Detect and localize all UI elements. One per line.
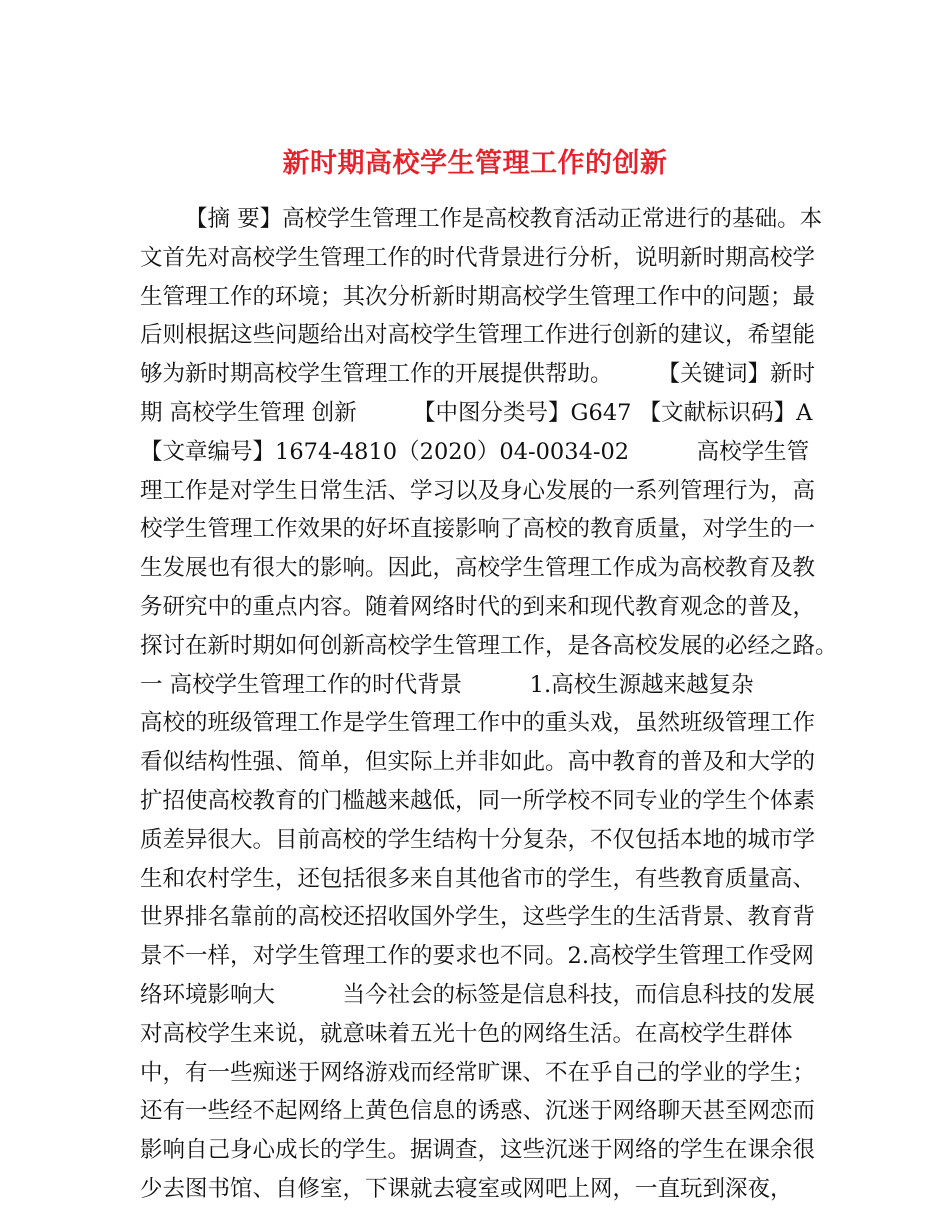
document-title: 新时期高校学生管理工作的创新 xyxy=(282,148,668,180)
document-body: 【摘 要】高校学生管理工作是高校教育活动正常进行的基础。本文首先对高校学生管理工作的时代背景进行分析，说明新时期高校学生管理工作的环境；其次分析新时期高校学生管理工作中的问题；最后则根据这些问题给出对高校学生管理工作进行创新的建议，希望能够为新时期高校学生管理工作的开展提供帮助。 【关键词】新时期 高校学生管理 创新 【中图分类号】G647 【文献标识码】A 【文章编号】1674-4810（2020）04-0034-02 高校学生管理工作是对学生日常生活、学习以及身心发展的一系列管理行为，高校学生管理工作效果的好坏直接影响了高校的教育质量，对学生的一生发展也有很大的影响。因此，高校学生管理工作成为高校教育及教务研究中的重点内容。随着网络时代的到来和现代教育观念的普及，探讨在新时期如何创新高校学生管理工作，是各高校发展的必经之路。 一 高校学生管理工作的时代背景 1.高校生源越来越复杂 高校的班级管理工作是学生管理工作中的重头戏，虽然班级管理工作看似结构性强、简单，但实际上并非如此。高中教育的普及和大学的扩招使高校教育的门槛越来越低，同一所学校不同专业的学生个体素质差异很大。目前高校的学生结构十分复杂，不仅包括本地的城市学生和农村学生，还包括很多来自其他省市的学生，有些教育质量高、世界排名靠前的高校还招收国外学生，这些学生的生活背景、教育背景不一样，对学生管理工作的要求也不同。2.高校学生管理工作受网络环境影响大 当今社会的标签是信息科技，而信息科技的发展对高校学生来说，就意味着五光十色的网络生活。在高校学生群体中，有一些痴迷于网络游戏而经常旷课、不在乎自己的学业的学生；还有一些经不起网络上黄色信息的诱惑、沉迷于网络聊天甚至网恋而影响自己身心成长的学生。据调查，这些沉迷于网络的学生在课余很少去图书馆、自修室，下课就去寝室或网吧上网，一直玩到深夜， xyxy=(140,206,894,1202)
